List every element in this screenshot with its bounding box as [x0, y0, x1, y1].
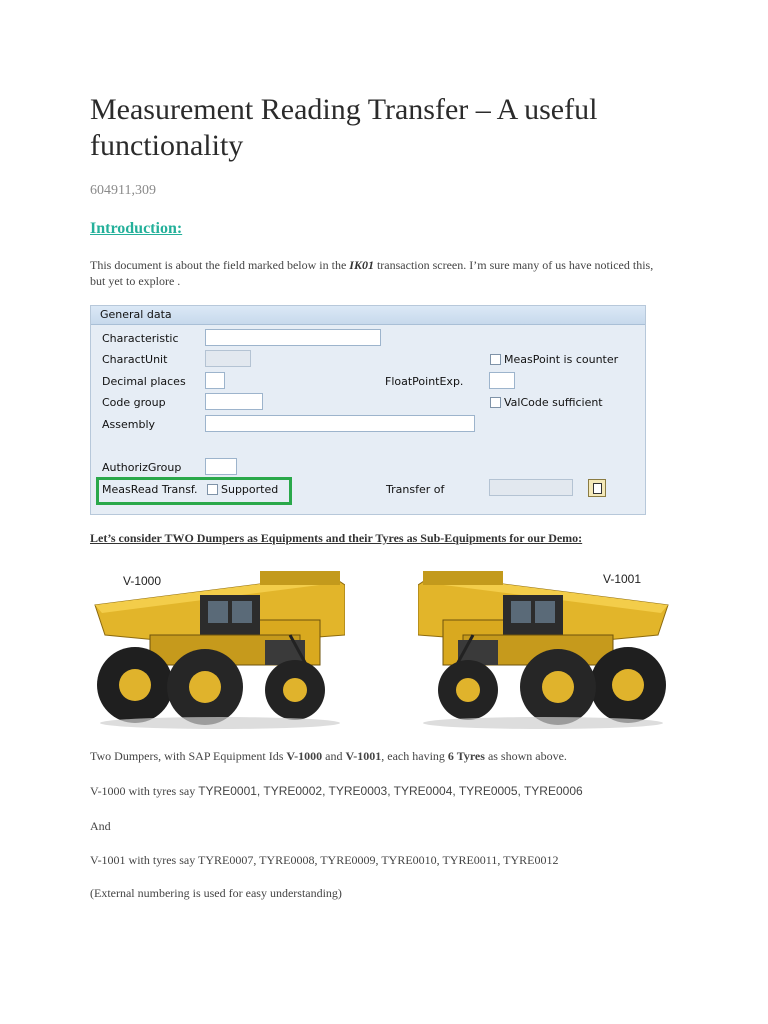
dumpers-paragraph — [90, 748, 567, 764]
intro-heading: Introduction: — [90, 220, 183, 237]
decimal-places-label: Decimal places — [102, 375, 186, 388]
transfer-of-field — [489, 479, 573, 496]
decimal-places-field[interactable] — [205, 372, 225, 389]
meas-point-counter-label: MeasPoint is counter — [504, 353, 619, 366]
possible-entries-button[interactable] — [588, 479, 606, 497]
authoriz-group-label: AuthorizGroup — [102, 461, 182, 474]
transaction-code: IK01 — [349, 258, 374, 272]
p1-and: and — [322, 749, 346, 763]
equipment-id-2: V-1001 — [345, 749, 382, 763]
sap-panel-header — [91, 306, 645, 325]
assembly-field[interactable] — [205, 415, 475, 432]
code-group-field[interactable] — [205, 393, 263, 410]
float-point-exp-label: FloatPointExp. — [385, 375, 464, 388]
characteristic-label: Characteristic — [102, 332, 179, 345]
charact-unit-field — [205, 350, 251, 367]
characteristic-field[interactable] — [205, 329, 381, 346]
dump-truck-icon — [418, 565, 673, 730]
v1001-tyres-paragraph: V-1001 with tyres say TYRE0007, TYRE0008, TYRE0009, TYRE0010, TYRE0011, TYRE0012 — [90, 853, 559, 867]
intro-paragraph — [90, 257, 660, 289]
sap-section-title: General data — [100, 308, 172, 321]
valcode-sufficient-checkbox[interactable] — [490, 397, 501, 408]
p2-text-a: V-1000 with tyres say — [90, 784, 199, 798]
meas-point-counter-checkbox[interactable] — [490, 354, 501, 365]
float-point-exp-field[interactable] — [489, 372, 515, 389]
truck-label-v1000: V-1000 — [123, 574, 162, 588]
code-group-label: Code group — [102, 396, 166, 409]
valcode-sufficient-label: ValCode sufficient — [504, 396, 603, 409]
v1000-tyres-paragraph — [90, 783, 583, 799]
document-number: 604911,309 — [90, 183, 156, 198]
authoriz-group-field[interactable] — [205, 458, 237, 475]
tyre-count: 6 Tyres — [447, 749, 485, 763]
p1-text-a: Two Dumpers, with SAP Equipment Ids — [90, 749, 287, 763]
supported-checkbox[interactable] — [207, 484, 218, 495]
intro-text-before: This document is about the field marked below in the — [90, 258, 350, 272]
truck-label-v1001: V-1001 — [603, 572, 642, 586]
meas-read-transf-label: MeasRead Transf. — [102, 483, 198, 496]
v1000-tyre-list: TYRE0001, TYRE0002, TYRE0003, TYRE0004, TYRE0005, TYRE0006 — [198, 784, 583, 798]
charact-unit-label: CharactUnit — [102, 353, 168, 366]
demo-heading: Let’s consider TWO Dumpers as Equipments and their Tyres as Sub-Equipments for our Demo: — [90, 531, 583, 545]
p1-text-b: , each having — [381, 749, 448, 763]
sap-general-data-panel — [90, 305, 646, 515]
dump-truck-image-right — [418, 565, 673, 730]
numbering-note: (External numbering is used for easy understanding) — [90, 886, 342, 900]
intro-text-after: transaction screen. I’m sure many of us have noticed this, but yet to explore . — [90, 258, 654, 288]
dump-truck-icon — [90, 565, 345, 730]
page-title: Measurement Reading Transfer – A useful functionality — [90, 93, 598, 162]
dump-truck-image-left — [90, 565, 345, 730]
p1-text-c: as shown above. — [484, 749, 567, 763]
and-paragraph: And — [90, 819, 111, 833]
transfer-of-label: Transfer of — [386, 483, 445, 496]
equipment-id-1: V-1000 — [286, 749, 323, 763]
assembly-label: Assembly — [102, 418, 156, 431]
supported-label: Supported — [221, 483, 279, 496]
